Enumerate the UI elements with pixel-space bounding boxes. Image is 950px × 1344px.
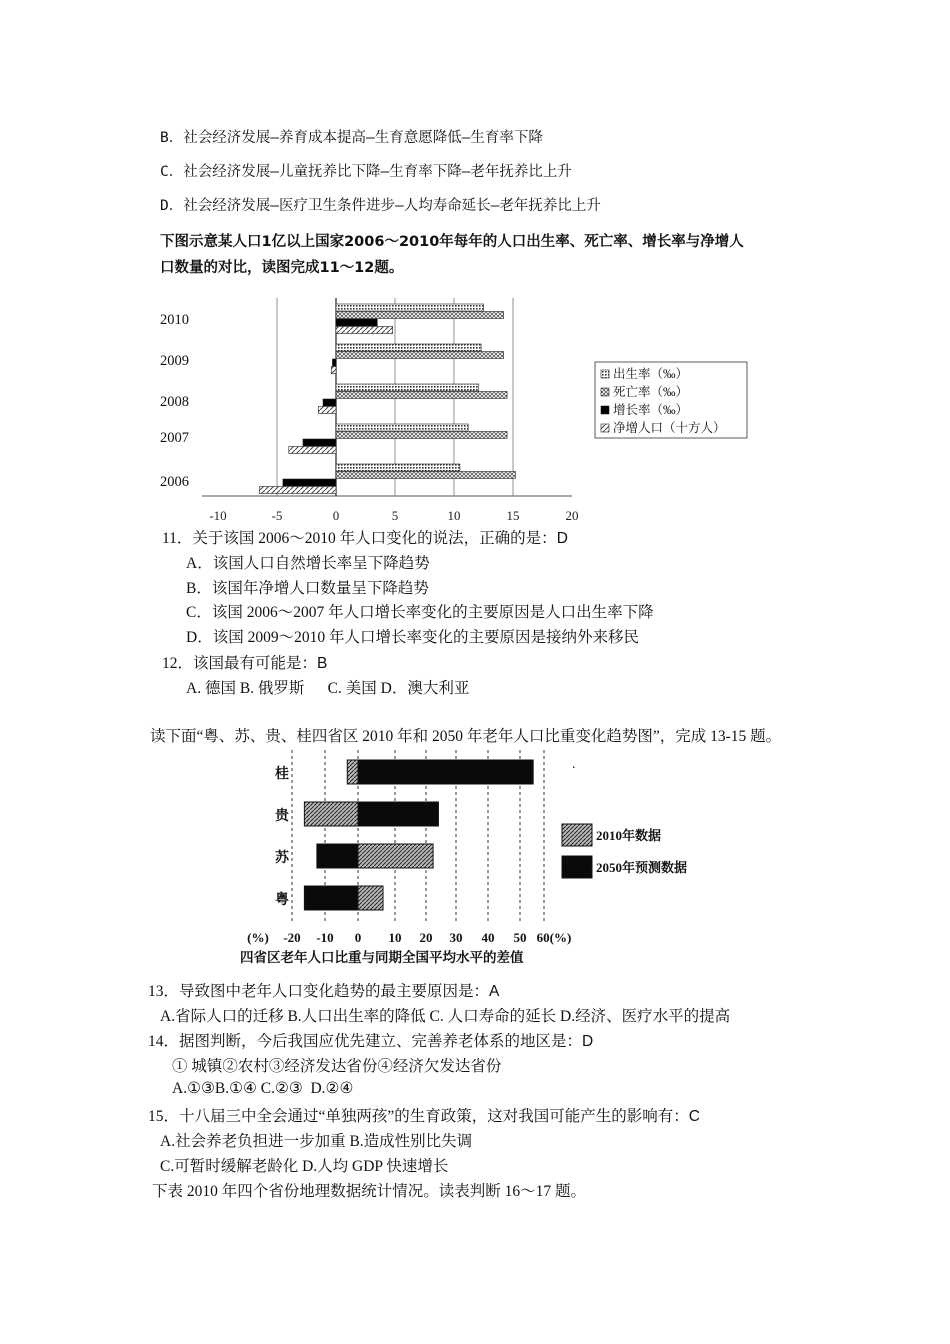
q12-options: A. 德国 B. 俄罗斯 C. 美国 D．澳大利亚 — [186, 680, 470, 697]
x-tick-label: 60(%) — [536, 930, 572, 945]
legend-swatch — [601, 388, 609, 396]
bar-2009-series-3 — [331, 367, 336, 374]
bar-桂-2010 — [347, 760, 358, 784]
category-label: 2009 — [160, 353, 189, 369]
q11-option-d: D．该国 2009～2010 年人口增长率变化的主要原因是接纳外来移民 — [186, 629, 639, 646]
x-tick-label: 10 — [388, 930, 402, 945]
bar-2010-series-3 — [336, 327, 393, 334]
intro-1-line-2: 口数量的对比，读图完成11～12题。 — [160, 260, 404, 276]
legend-swatch — [562, 856, 592, 878]
option-d-top: D．社会经济发展—医疗卫生条件进步—人均寿命延长—老年抚养比上升 — [160, 198, 601, 214]
q14-line-2: A.①③B.①④ C.②③ D.②④ — [172, 1080, 354, 1097]
legend-label: 2050年预测数据 — [596, 860, 688, 875]
q13-answer: A — [489, 983, 500, 1000]
bar-2007-series-2 — [303, 439, 336, 446]
bar-苏-2050 — [317, 844, 358, 868]
category-label: 2008 — [160, 394, 189, 410]
chart-title: 四省区老年人口比重与同期全国平均水平的差值 — [240, 950, 524, 965]
bar-2007-series-3 — [289, 447, 336, 454]
bar-2008-series-3 — [318, 407, 336, 414]
bar-2008-series-1 — [336, 392, 507, 399]
x-tick-label: 5 — [391, 508, 399, 523]
x-tick-label: 0 — [354, 930, 362, 945]
q12 — [162, 651, 327, 673]
bar-粤-2010 — [358, 886, 383, 910]
q13-stem: 13．导致图中老年人口变化趋势的最主要原因是： — [148, 983, 490, 1000]
option-c-top: C．社会经济发展—儿童抚养比下降—生育率下降—老年抚养比上升 — [160, 164, 572, 180]
population-rate-chart — [140, 290, 780, 530]
bar-2007-series-1 — [336, 432, 507, 439]
category-label: 2007 — [160, 430, 189, 446]
q15-stem: 15．十八届三中全会通过“单独两孩”的生育政策，这对我国可能产生的影响有： — [148, 1108, 689, 1125]
legend-swatch — [601, 406, 609, 414]
intro-2: 读下面“粤、苏、贵、桂四省区 2010 年和 2050 年老年人口比重变化趋势图”，完成 13-15 题。 — [150, 728, 782, 745]
bar-苏-2010 — [358, 844, 433, 868]
bar-2007-series-0 — [336, 424, 468, 431]
legend-swatch — [601, 370, 609, 378]
category-label: 桂 — [275, 767, 289, 782]
x-tick-label: 15 — [506, 508, 520, 523]
intro-3: 下表 2010 年四个省份地理数据统计情况。读表判断 16～17 题。 — [152, 1183, 587, 1200]
q14-answer: D — [582, 1033, 594, 1050]
x-tick-label: 20 — [565, 508, 579, 523]
category-label: 苏 — [275, 851, 289, 866]
category-label: 粤 — [275, 893, 289, 908]
x-tick-label: -10 — [316, 930, 334, 945]
q12-stem: 12．该国最有可能是： — [162, 655, 318, 672]
x-tick-label: -5 — [271, 508, 283, 523]
q14-stem: 14．据图判断，今后我国应优先建立、完善养老体系的地区是： — [148, 1033, 583, 1050]
bar-2010-series-0 — [336, 304, 484, 311]
bar-粤-2050 — [304, 886, 358, 910]
q15 — [148, 1104, 700, 1126]
category-label: 2006 — [160, 474, 189, 490]
intro-1-line-1: 下图示意某人口1亿以上国家2006～2010年每年的人口出生率、死亡率、增长率与净增人 — [160, 234, 744, 250]
q11-option-b: B．该国年净增人口数量呈下降趋势 — [186, 580, 429, 597]
bar-2009-series-2 — [332, 359, 336, 366]
legend-swatch — [601, 424, 609, 432]
q14 — [148, 1029, 593, 1051]
legend-label: 2010年数据 — [596, 828, 662, 843]
category-label: 贵 — [275, 809, 289, 824]
bar-贵-2050 — [358, 802, 438, 826]
bar-2006-series-2 — [283, 479, 336, 486]
q14-line-1: ① 城镇②农村③经济发达省份④经济欠发达省份 — [172, 1058, 502, 1075]
q11-option-a: A．该国人口自然增长率呈下降趋势 — [186, 555, 430, 572]
legend-label: 死亡率（‰） — [613, 385, 689, 399]
bar-2008-series-2 — [323, 399, 336, 406]
x-tick-label: -20 — [283, 930, 301, 945]
q11-option-c: C．该国 2006～2007 年人口增长率变化的主要原因是人口出生率下降 — [186, 604, 654, 621]
q15-answer: C — [688, 1108, 700, 1125]
q13 — [148, 979, 499, 1001]
q13-options: A.省际人口的迁移 B.人口出生率的降低 C. 人口寿命的延长 D.经济、医疗水平的提高 — [160, 1008, 731, 1025]
legend-swatch — [562, 824, 592, 846]
q15-line-2: C.可暂时缓解老龄化 D.人均 GDP 快速增长 — [160, 1158, 449, 1175]
x-tick-label: 40 — [481, 930, 495, 945]
x-tick-label: 30 — [449, 930, 463, 945]
bar-2006-series-3 — [259, 487, 336, 494]
category-label: 2010 — [160, 312, 189, 328]
q12-answer: B — [317, 655, 328, 672]
option-b-top: B．社会经济发展—养育成本提高—生育意愿降低—生育率下降 — [160, 130, 543, 146]
legend-label: 出生率（‰） — [613, 367, 689, 381]
x-tick-label: 0 — [332, 508, 340, 523]
bar-贵-2010 — [304, 802, 358, 826]
bar-2006-series-1 — [336, 472, 515, 479]
bar-2008-series-0 — [336, 384, 479, 391]
q15-line-1: A.社会养老负担进一步加重 B.造成性别比失调 — [160, 1133, 473, 1150]
q11 — [162, 526, 568, 548]
x-tick-label: -10 — [209, 508, 227, 523]
x-tick-label: (%) — [247, 930, 269, 945]
bar-2010-series-2 — [336, 319, 377, 326]
q11-answer: D — [556, 530, 568, 547]
bar-2006-series-0 — [336, 464, 460, 471]
x-tick-label: 20 — [419, 930, 433, 945]
bar-2010-series-1 — [336, 312, 504, 319]
legend-label: 增长率（‰） — [613, 403, 689, 417]
legend-label: 净增人口（十方人） — [613, 421, 726, 435]
x-tick-label: 50 — [513, 930, 527, 945]
note-dot: . — [572, 757, 576, 772]
bar-2009-series-0 — [336, 344, 481, 351]
q11-stem: 11．关于该国 2006～2010 年人口变化的说法，正确的是： — [162, 530, 557, 547]
bar-桂-2050 — [358, 760, 533, 784]
x-tick-label: 10 — [447, 508, 461, 523]
elderly-population-chart — [230, 746, 750, 974]
bar-2009-series-1 — [336, 352, 504, 359]
